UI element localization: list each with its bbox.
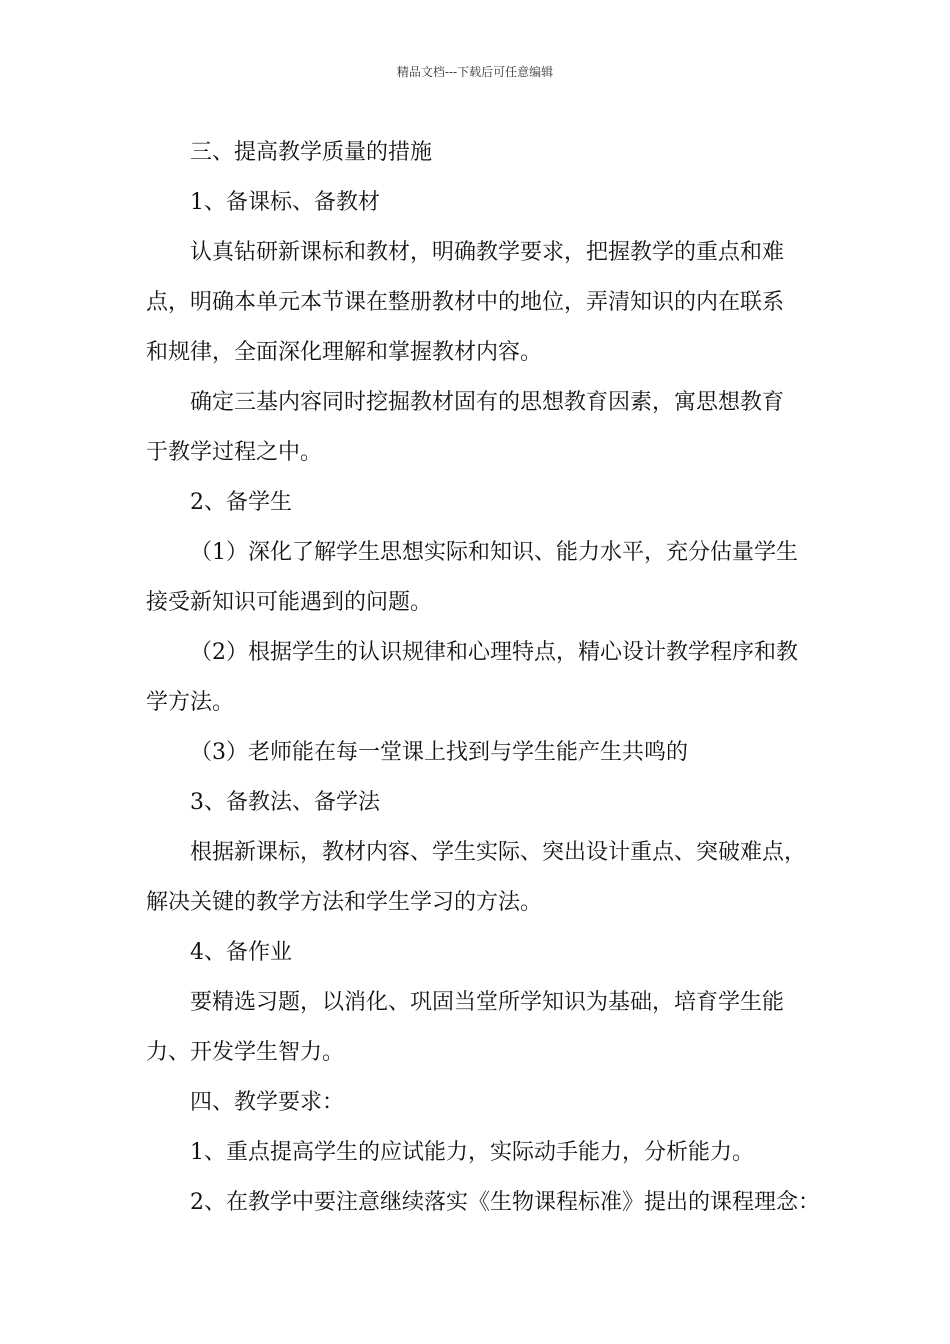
list-item-line: （3）老师能在每一堂课上找到与学生能产生共鸣的 xyxy=(190,740,688,765)
list-item-line: 1、重点提高学生的应试能力，实际动手能力，分析能力。 xyxy=(190,1140,754,1165)
paragraph-line: 要精选习题，以消化、巩固当堂所学知识为基础，培育学生能 xyxy=(190,990,785,1015)
list-item-line: 学方法。 xyxy=(146,690,235,715)
paragraph-line: 确定三基内容同时挖掘教材固有的思想教育因素，寓思想教育 xyxy=(190,390,785,415)
subsection-heading: 4、备作业 xyxy=(190,940,292,965)
paragraph-line: 和规律，全面深化理解和掌握教材内容。 xyxy=(146,340,543,365)
page-header: 精品文档---下载后可任意编辑 xyxy=(396,65,554,79)
paragraph-line: 力、开发学生智力。 xyxy=(146,1040,345,1065)
paragraph-line: 认真钻研新课标和教材，明确教学要求，把握教学的重点和难 xyxy=(190,240,785,265)
document-body xyxy=(146,128,826,1228)
subsection-heading: 3、备教法、备学法 xyxy=(190,790,380,815)
paragraph-line: 于教学过程之中。 xyxy=(146,440,323,465)
paragraph-line: 点，明确本单元本节课在整册教材中的地位，弄清知识的内在联系 xyxy=(146,290,785,315)
list-item-line: （2）根据学生的认识规律和心理特点，精心设计教学程序和教 xyxy=(190,640,798,665)
paragraph-line: 解决关键的教学方法和学生学习的方法。 xyxy=(146,890,543,915)
list-item-line: （1）深化了解学生思想实际和知识、能力水平，充分估量学生 xyxy=(190,540,798,565)
subsection-heading: 1、备课标、备教材 xyxy=(190,190,380,215)
section-heading: 三、提高教学质量的措施 xyxy=(190,140,433,165)
subsection-heading: 2、备学生 xyxy=(190,490,292,515)
list-item-line: 接受新知识可能遇到的问题。 xyxy=(146,590,433,615)
paragraph-line: 根据新课标，教材内容、学生实际、突出设计重点、突破难点， xyxy=(190,840,807,865)
section-heading: 四、教学要求： xyxy=(190,1090,345,1115)
list-item-line: 2、在教学中要注意继续落实《生物课程标准》提出的课程理念： xyxy=(190,1190,820,1215)
